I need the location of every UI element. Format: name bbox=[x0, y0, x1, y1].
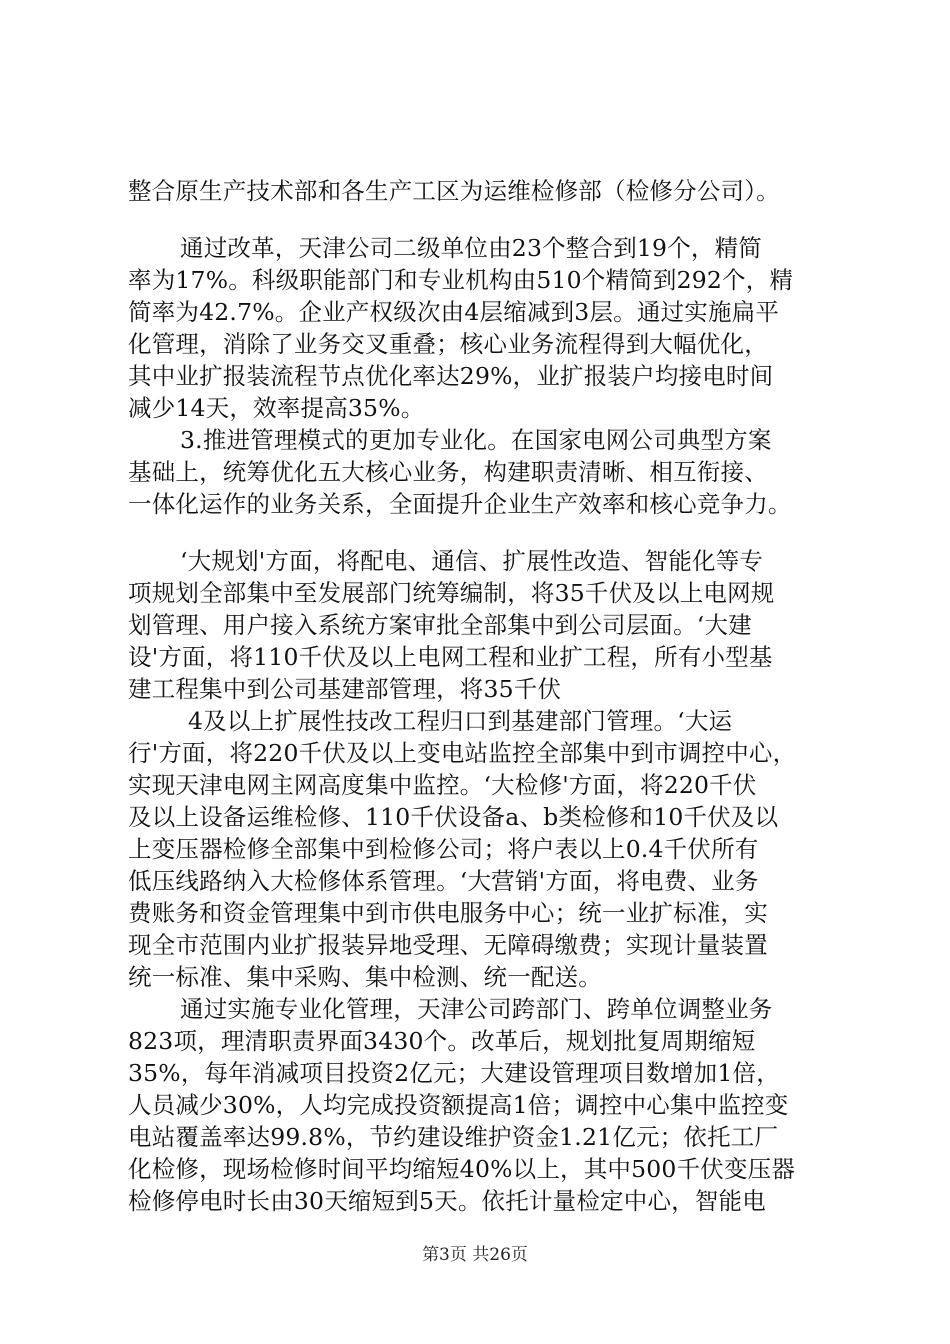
text-line: 划管理、用户接入系统方案审批全部集中到公司层面。‘大建 bbox=[128, 611, 752, 639]
text-line: 化管理，消除了业务交叉重叠；核心业务流程得到大幅优化， bbox=[128, 330, 768, 358]
text-line: 简率为42.7%。企业产权级次由4层缩减到3层。通过实施扁平 bbox=[128, 298, 780, 326]
text-line: 费账务和资金管理集中到市供电服务中心；统一业扩标准，实 bbox=[128, 899, 768, 927]
text-line: 通过改革，天津公司二级单位由23个整合到19个，精简 bbox=[180, 234, 763, 262]
text-line: 35%，每年消减项目投资2亿元；大建设管理项目数增加1倍， bbox=[128, 1059, 780, 1087]
text-line: 建工程集中到公司基建部管理，将35千伏 bbox=[128, 675, 562, 703]
text-line: 通过实施专业化管理，天津公司跨部门、跨单位调整业务 bbox=[180, 995, 773, 1023]
text-line: 上变压器检修全部集中到检修公司；将户表以上0.4千伏所有 bbox=[128, 835, 759, 863]
text-line: 统一标准、集中采购、集中检测、统一配送。 bbox=[128, 963, 602, 991]
text-line: 行'方面，将220千伏及以上变电站监控全部集中到市调控中心， bbox=[128, 739, 797, 767]
text-line: ‘大规划'方面，将配电、通信、扩展性改造、智能化等专 bbox=[180, 547, 764, 575]
text-line: 4及以上扩展性技改工程归口到基建部门管理。‘大运 bbox=[188, 707, 733, 735]
text-line: 人员减少30%，人均完成投资额提高1倍；调控中心集中监控变 bbox=[128, 1091, 789, 1119]
text-line: 设'方面，将110千伏及以上电网工程和业扩工程，所有小型基 bbox=[128, 643, 773, 671]
text-line: 率为17%。科级职能部门和专业机构由510个精简到292个，精 bbox=[128, 266, 794, 294]
text-line: 整合原生产技术部和各生产工区为运维检修部（检修分公司）。 bbox=[128, 177, 780, 205]
text-line: 低压线路纳入大检修体系管理。‘大营销'方面，将电费、业务 bbox=[128, 867, 759, 895]
text-line: 项规划全部集中至发展部门统筹编制，将35千伏及以上电网规 bbox=[128, 579, 775, 607]
text-line: 及以上设备运维检修、110千伏设备a、b类检修和10千伏及以 bbox=[128, 803, 779, 831]
text-line: 化检修，现场检修时间平均缩短40%以上，其中500千伏变压器 bbox=[128, 1155, 796, 1183]
text-line: 检修停电时长由30天缩短到5天。依托计量检定中心，智能电 bbox=[128, 1187, 766, 1215]
page-footer bbox=[0, 1240, 950, 1265]
text-line: 现全市范围内业扩报装异地受理、无障碍缴费；实现计量装置 bbox=[128, 931, 768, 959]
text-line: 一体化运作的业务关系，全面提升企业生产效率和核心竞争力。 bbox=[128, 490, 792, 518]
text-line: 实现天津电网主网高度集中监控。‘大检修'方面，将220千伏 bbox=[128, 771, 757, 799]
text-line: 电站覆盖率达99.8%，节约建设维护资金1.21亿元；依托工厂 bbox=[128, 1123, 779, 1151]
page-number: 第3页 共26页 bbox=[422, 1245, 528, 1265]
text-line: 其中业扩报装流程节点优化率达29%，业扩报装户均接电时间 bbox=[128, 362, 774, 390]
text-line: 减少14天，效率提高35%。 bbox=[128, 394, 425, 422]
text-line: 3.推进管理模式的更加专业化。在国家电网公司典型方案 bbox=[180, 426, 772, 454]
text-line: 基础上，统筹优化五大核心业务，构建职责清晰、相互衔接、 bbox=[128, 458, 768, 486]
text-line: 823项，理清职责界面3430个。改革后，规划批复周期缩短 bbox=[128, 1027, 756, 1055]
